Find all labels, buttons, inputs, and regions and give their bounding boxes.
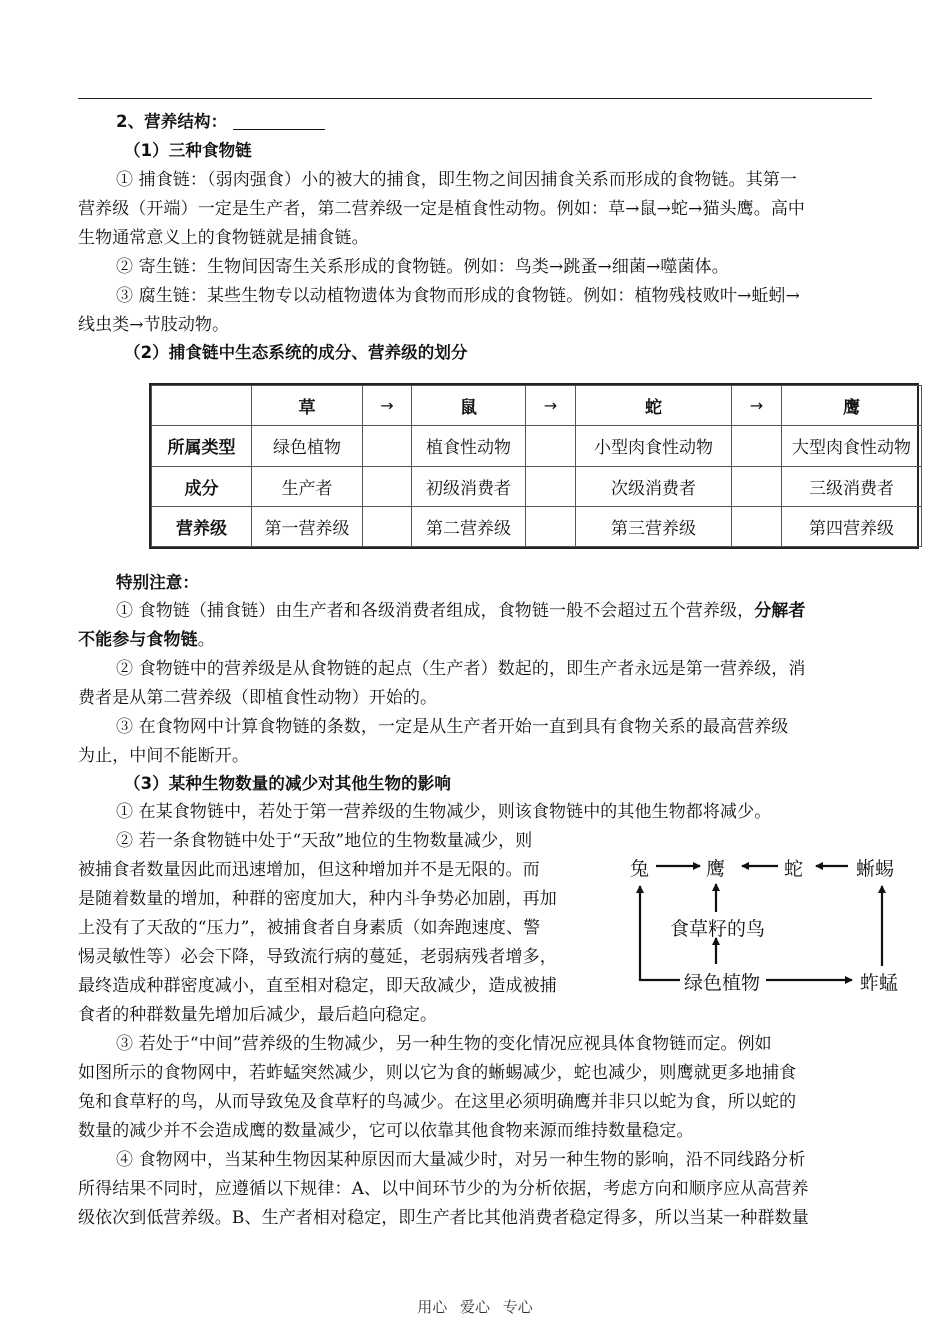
table-cell: 次级消费者 — [576, 466, 732, 506]
paragraph-line: 生物通常意义上的食物链就是捕食链。 — [78, 228, 369, 248]
note-title: 特别注意： — [116, 573, 199, 592]
row-label: 所属类型 — [152, 426, 252, 466]
food-web-diagram — [630, 848, 912, 996]
paragraph-line: 食者的种群数量先增加后减少，最后趋向稳定。 — [78, 1005, 438, 1025]
section-title: 2、营养结构： — [78, 111, 912, 133]
paragraph-line: 所得结果不同时，应遵循以下规律：A、以中间环节少的为分析依据，考虑方向和顺序应从高营养 — [78, 1179, 809, 1199]
paragraph-line: ① 在某食物链中，若处于第一营养级的生物减少，则该食物链中的其他生物都将减少。 — [116, 802, 772, 822]
node-eagle: 鹰 — [706, 858, 726, 880]
node-rabbit: 兔 — [630, 858, 650, 880]
table-cell — [732, 466, 782, 506]
table-cell: 初级消费者 — [412, 466, 526, 506]
arrow-cell: → — [526, 386, 576, 426]
paragraph-line: ② 食物链中的营养级是从食物链的起点（生产者）数起的，即生产者永远是第一营养级，消 — [116, 659, 806, 679]
paragraph-line: 为止，中间不能断开。 — [78, 746, 249, 766]
table-header-cell: 鹰 — [782, 386, 922, 426]
node-plant: 绿色植物 — [684, 972, 761, 994]
subsection-title-3: （3）某种生物数量的减少对其他生物的影响 — [124, 774, 451, 793]
paragraph-line: ③ 腐生链：某些生物专以动植物遗体为食物而形成的食物链。例如：植物残枝败叶→蚯蚓→ — [116, 286, 800, 306]
table-row — [152, 506, 922, 546]
paragraph-line: 最终造成种群密度减小，直至相对稳定，即天敌减少，造成被捕 — [78, 976, 557, 996]
table-cell — [363, 466, 412, 506]
table-cell — [363, 426, 412, 466]
node-grasshopper: 蚱蜢 — [860, 972, 899, 994]
table-cell: 三级消费者 — [782, 466, 922, 506]
paragraph-line: 是随着数量的增加，种群的密度加大，种内斗争势必加剧，再加 — [78, 889, 557, 909]
table-row — [152, 466, 922, 506]
node-lizard: 蜥蜴 — [856, 858, 895, 880]
paragraph-line: 营养级（开端）一定是生产者，第二营养级一定是植食性动物。例如：草→鼠→蛇→猫头鹰。高中 — [78, 199, 806, 219]
paragraph-line: ① 捕食链：（弱肉强食）小的被大的捕食，即生物之间因捕食关系而形成的食物链。其第一 — [116, 170, 798, 190]
table-cell: 大型肉食性动物 — [782, 426, 922, 466]
table-header-row — [152, 386, 922, 426]
table-cell — [732, 506, 782, 546]
paragraph-line: 费者是从第二营养级（即植食性动物）开始的。 — [78, 688, 438, 708]
table-header-cell: 蛇 — [576, 386, 732, 426]
row-label: 成分 — [152, 466, 252, 506]
table-cell — [152, 386, 252, 426]
paragraph-line: 如图所示的食物网中，若蚱蜢突然减少，则以它为食的蜥蜴减少，蛇也减少，则鹰就更多地捕食 — [78, 1063, 797, 1083]
node-bird: 食草籽的鸟 — [670, 918, 766, 940]
paragraph-line: 上没有了天敌的“压力”，被捕食者自身素质（如奔跑速度、警 — [78, 918, 541, 938]
table-cell — [732, 426, 782, 466]
paragraph-line: 级依次到低营养级。B、生产者相对稳定，即生产者比其他消费者稳定得多，所以当某一种群数量 — [78, 1208, 809, 1228]
table-cell — [363, 506, 412, 546]
table-cell: 植食性动物 — [412, 426, 526, 466]
emphasis-text: 不能参与食物链 — [78, 630, 198, 650]
emphasis-text: 分解者 — [754, 601, 806, 621]
table-cell — [526, 466, 576, 506]
paragraph-line: ② 寄生链：生物间因寄生关系形成的食物链。例如：鸟类→跳蚤→细菌→噬菌体。 — [116, 257, 729, 277]
paragraph-line: 惕灵敏性等）必会下降，导致流行病的蔓延，老弱病残者增多， — [78, 947, 557, 967]
table-cell: 第二营养级 — [412, 506, 526, 546]
table-cell: 第四营养级 — [782, 506, 922, 546]
subsection-title-1: （1）三种食物链 — [124, 141, 252, 160]
paragraph-line: 数量的减少并不会造成鹰的数量减少，它可以依靠其他食物来源而维持数量稳定。 — [78, 1121, 694, 1141]
table-cell: 生产者 — [252, 466, 363, 506]
arrow-cell: → — [732, 386, 782, 426]
arrow-cell: → — [363, 386, 412, 426]
table-cell: 第三营养级 — [576, 506, 732, 546]
paragraph-line: ① 食物链（捕食链）由生产者和各级消费者组成，食物链一般不会超过五个营养级，分解者 — [116, 601, 806, 621]
paragraph-line: ② 若一条食物链中处于“天敌”地位的生物数量减少，则 — [116, 831, 533, 851]
paragraph-line: ③ 在食物网中计算食物链的条数，一定是从生产者开始一直到具有食物关系的最高营养级 — [116, 717, 789, 737]
paragraph-line: 不能参与食物链。 — [78, 630, 215, 650]
food-chain-table — [149, 383, 919, 549]
paragraph-line: 线虫类→节肢动物。 — [78, 315, 230, 335]
paragraph-line: 被捕食者数量因此而迅速增加，但这种增加并不是无限的。而 — [78, 860, 540, 880]
row-label: 营养级 — [152, 506, 252, 546]
page-footer: 用心 爱心 专心 — [417, 1298, 533, 1316]
paragraph-line: ③ 若处于“中间”营养级的生物减少，另一种生物的变化情况应视具体食物链而定。例如 — [116, 1034, 772, 1054]
paragraph-line: 兔和食草籽的鸟，从而导致兔及食草籽的鸟减少。在这里必须明确鹰并非只以蛇为食，所以蛇的 — [78, 1092, 797, 1112]
table-row — [152, 426, 922, 466]
top-rule — [78, 98, 872, 99]
table-cell: 第一营养级 — [252, 506, 363, 546]
subsection-title-2: （2）捕食链中生态系统的成分、营养级的划分 — [124, 343, 468, 362]
table-cell — [526, 506, 576, 546]
table-cell — [526, 426, 576, 466]
answer-blank[interactable] — [233, 111, 325, 130]
table-cell: 小型肉食性动物 — [576, 426, 732, 466]
table-cell: 绿色植物 — [252, 426, 363, 466]
table-header-cell: 草 — [252, 386, 363, 426]
paragraph-line: ④ 食物网中，当某种生物因某种原因而大量减少时，对另一种生物的影响，沿不同线路分析 — [116, 1150, 806, 1170]
node-snake: 蛇 — [784, 858, 804, 880]
table-header-cell: 鼠 — [412, 386, 526, 426]
